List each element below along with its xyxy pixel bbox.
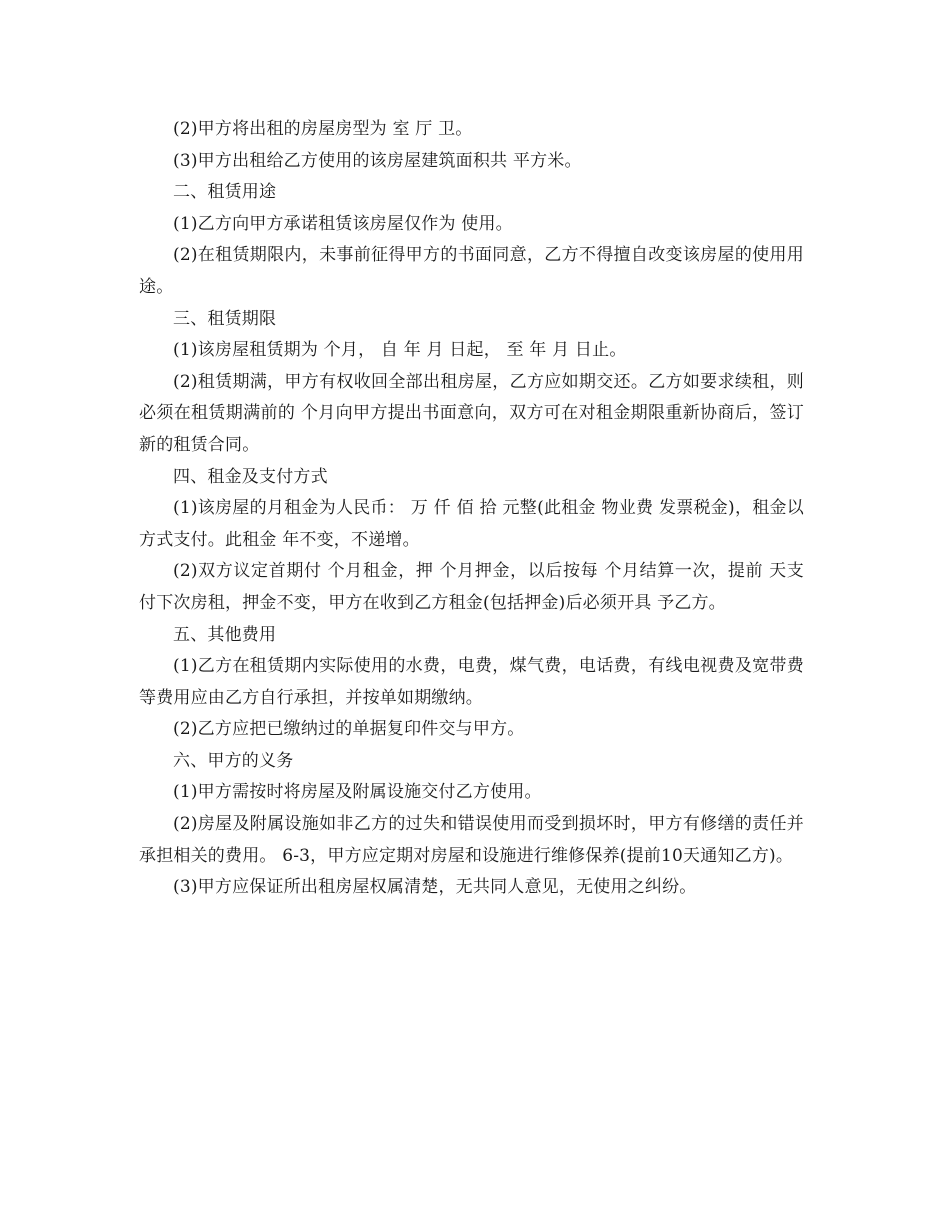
section-heading-lease-purpose: 二、租赁用途 [173,182,277,203]
section-heading-rent-payment: 四、租金及支付方式 [173,466,328,487]
clause-2-1: (1)乙方向甲方承诺租赁该房屋仅作为 使用。 [173,213,513,234]
section-heading-lease-term: 三、租赁期限 [173,308,277,329]
section-heading-landlord-obligations: 六、甲方的义务 [173,750,294,771]
clause-4-2: (2)双方议定首期付 个月租金，押 个月押金，以后按每 个月结算一次，提前 天支付下次房租，押金不变，甲方在收到乙方租金(包括押金)后必须开具 予乙方。 [139,561,804,613]
section-heading-other-fees: 五、其他费用 [173,624,277,645]
clause-6-1: (1)甲方需按时将房屋及附属设施交付乙方使用。 [173,782,542,803]
clause-5-2: (2)乙方应把已缴纳过的单据复印件交与甲方。 [173,719,525,740]
clause-5-1: (1)乙方在租赁期内实际使用的水费，电费，煤气费，电话费，有线电视费及宽带费等费用应由乙方自行承担，并按单如期缴纳。 [139,656,804,708]
document-body [139,114,804,904]
clause-3-1: (1)该房屋租赁期为 个月， 自 年 月 日起， 至 年 月 日止。 [173,340,627,361]
clause-2-2: (2)在租赁期限内，未事前征得甲方的书面同意，乙方不得擅自改变该房屋的使用用途。 [139,245,804,297]
clause-3-2: (2)租赁期满，甲方有权收回全部出租房屋，乙方应如期交还。乙方如要求续租，则必须在租赁期满前的 个月向甲方提出书面意向，双方可在对租金期限重新协商后，签订新的租赁合同。 [139,371,804,455]
clause-6-3: (3)甲方应保证所出租房屋权属清楚，无共同人意见，无使用之纠纷。 [173,877,697,898]
clause-6-2: (2)房屋及附属设施如非乙方的过失和错误使用而受到损坏时，甲方有修缮的责任并承担相关的费用。 6-3，甲方应定期对房屋和设施进行维修保养(提前10天通知乙方)。 [139,814,804,866]
clause-1-2: (2)甲方将出租的房屋房型为 室 厅 卫。 [173,119,473,139]
clause-1-3: (3)甲方出租给乙方使用的该房屋建筑面积共 平方米。 [173,150,582,171]
clause-4-1: (1)该房屋的月租金为人民币： 万 仟 佰 拾 元整(此租金 物业费 发票税金)，租金以 方式支付。此租金 年不变，不递增。 [139,498,804,550]
